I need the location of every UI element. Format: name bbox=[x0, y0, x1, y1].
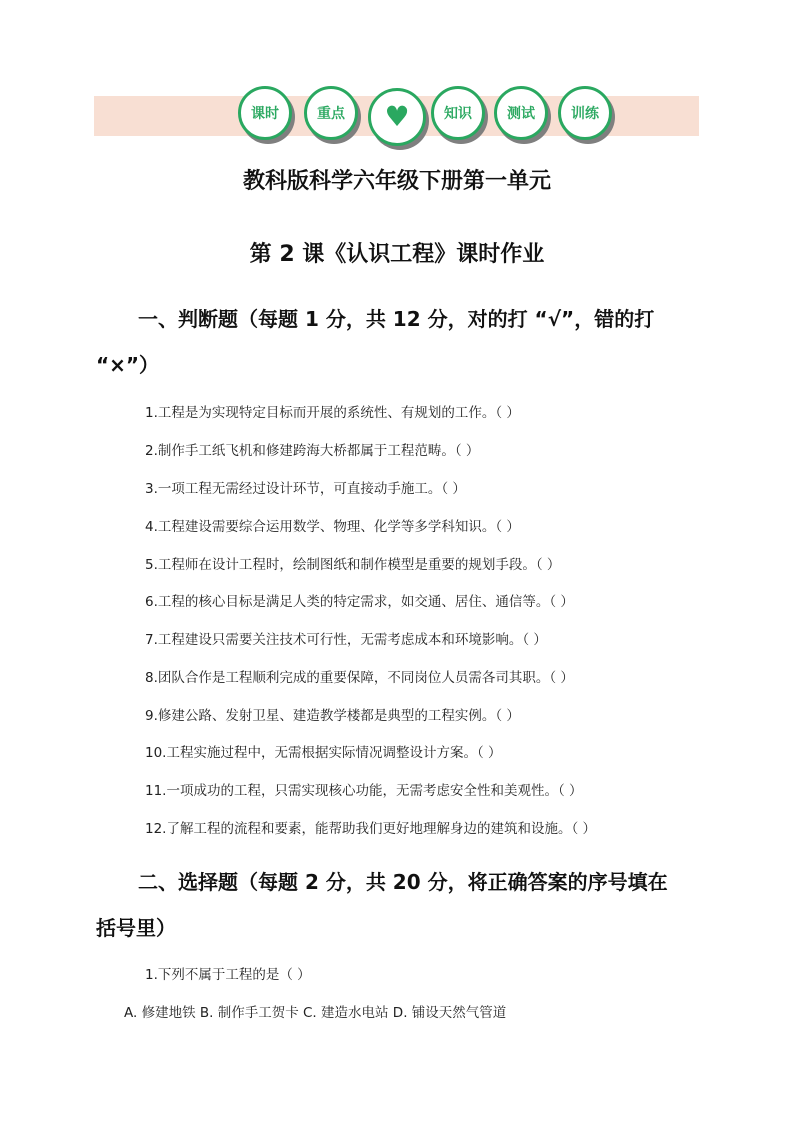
badge-label: 课时 bbox=[251, 106, 279, 122]
header-badges bbox=[238, 86, 618, 146]
judgment-question: 9.修建公路、发射卫星、建造教学楼都是典型的工程实例。（ ） bbox=[145, 708, 520, 724]
document-title: 教科版科学六年级下册第一单元 bbox=[242, 169, 551, 194]
judgment-question: 12.了解工程的流程和要素，能帮助我们更好地理解身边的建筑和设施。（ ） bbox=[145, 821, 597, 837]
judgment-question: 7.工程建设只需要关注技术可行性，无需考虑成本和环境影响。（ ） bbox=[145, 632, 547, 648]
badge-ceshi bbox=[494, 86, 548, 140]
judgment-question: 5.工程师在设计工程时，绘制图纸和制作模型是重要的规划手段。（ ） bbox=[145, 557, 561, 573]
document-subtitle: 第 2 课《认识工程》课时作业 bbox=[249, 242, 545, 267]
badge-label: 训练 bbox=[571, 106, 599, 122]
section1-heading bbox=[96, 296, 706, 388]
judgment-question: 4.工程建设需要综合运用数学、物理、化学等多学科知识。（ ） bbox=[145, 519, 520, 535]
section1-heading-line1: 一、判断题（每题 1 分，共 12 分，对的打 “√”，错的打 bbox=[138, 307, 655, 331]
section2-heading bbox=[96, 859, 706, 951]
judgment-question: 10.工程实施过程中，无需根据实际情况调整设计方案。（ ） bbox=[145, 745, 502, 761]
badge-label: 知识 bbox=[444, 106, 472, 122]
judgment-question: 3.一项工程无需经过设计环节，可直接动手施工。（ ） bbox=[145, 481, 466, 497]
judgment-question: 8.团队合作是工程顺利完成的重要保障，不同岗位人员需各司其职。（ ） bbox=[145, 670, 574, 686]
judgment-question: 1.工程是为实现特定目标而开展的系统性、有规划的工作。（ ） bbox=[145, 405, 520, 421]
judgment-question: 11.一项成功的工程，只需实现核心功能，无需考虑安全性和美观性。（ ） bbox=[145, 783, 583, 799]
badge-label: 测试 bbox=[507, 106, 535, 122]
section2-heading-line2: 括号里） bbox=[96, 916, 176, 940]
choice-question: 1.下列不属于工程的是（ ） bbox=[145, 967, 311, 983]
badge-label: 重点 bbox=[317, 106, 345, 122]
badge-xunlian bbox=[558, 86, 612, 140]
badge-keshi bbox=[238, 86, 292, 140]
section2-heading-line1: 二、选择题（每题 2 分，共 20 分，将正确答案的序号填在 bbox=[138, 870, 668, 894]
heart-icon: ♥ bbox=[384, 100, 410, 133]
judgment-question: 2.制作手工纸飞机和修建跨海大桥都属于工程范畴。（ ） bbox=[145, 443, 480, 459]
badge-zhongdian bbox=[304, 86, 358, 140]
choice-options: A. 修建地铁 B. 制作手工贺卡 C. 建造水电站 D. 铺设天然气管道 bbox=[124, 1005, 507, 1021]
badge-zhishi bbox=[431, 86, 485, 140]
judgment-question: 6.工程的核心目标是满足人类的特定需求，如交通、居住、通信等。（ ） bbox=[145, 594, 574, 610]
badge-heart bbox=[368, 88, 426, 146]
section1-heading-line2: “×”） bbox=[96, 353, 160, 377]
